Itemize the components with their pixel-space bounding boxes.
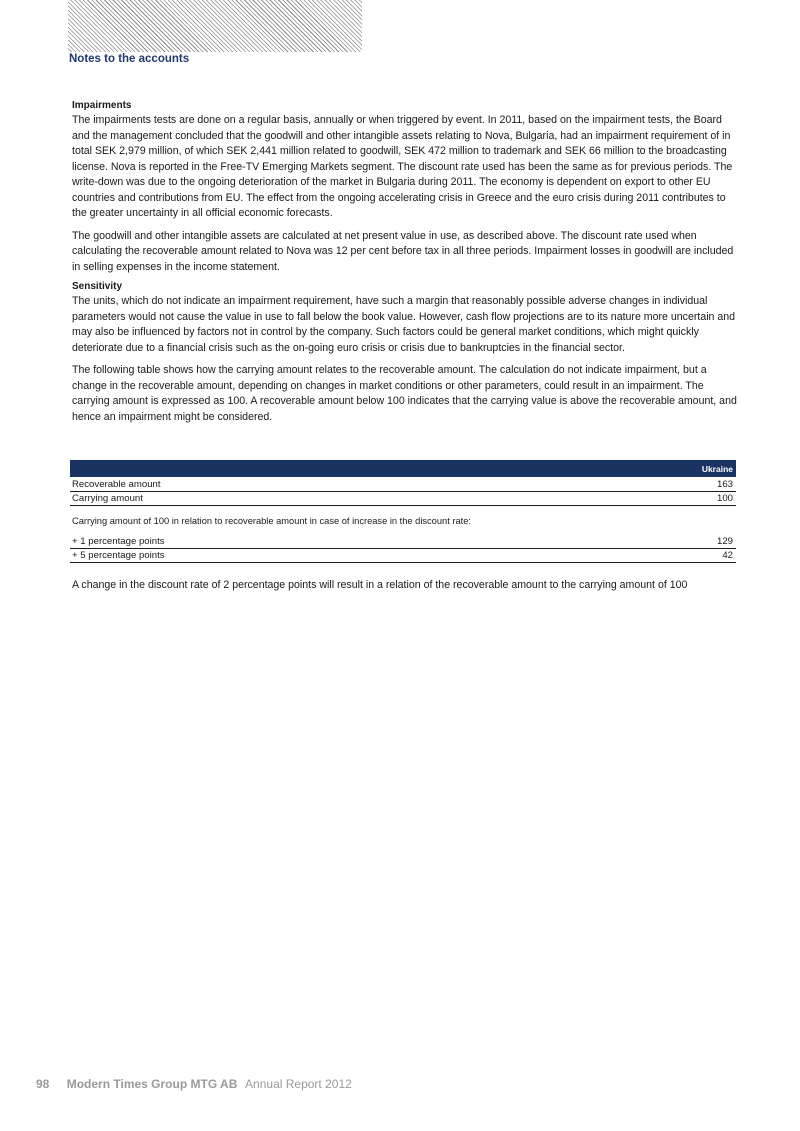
row-label: Recoverable amount [72, 479, 161, 490]
report-title: Annual Report 2012 [245, 1077, 352, 1091]
row-label: + 5 percentage points [72, 550, 165, 561]
row-value: 129 [716, 536, 733, 547]
table-note: Carrying amount of 100 in relation to recoverable amount in case of increase in the discount rate: [72, 516, 471, 526]
sensitivity-heading: Sensitivity [72, 281, 123, 292]
table-header-row [70, 460, 736, 477]
table-row [70, 492, 736, 506]
notes-body [72, 99, 738, 432]
impairments-heading: Impairments [72, 100, 132, 111]
impairments-paragraph-2: The goodwill and other intangible assets are calculated at net present value in use, as described above. The discount rate used when calculating the recoverable amount related to Nova was 12 per cent before tax in all three periods. Impairment losses in goodwill are included in selling expenses in the income statement. [72, 229, 734, 273]
company-name: Modern Times Group MTG AB [66, 1077, 238, 1091]
page-number: 98 [36, 1077, 50, 1091]
sensitivity-paragraph-1: The units, which do not indicate an impairment requirement, have such a margin that reasonably possible adverse changes in individual parameters would not cause the value in use to fall below the book value. However, cash flow projections are to its nature more uncertain and may also be influenced by factors not in control by the company. Such factors could be general market conditions, which might quickly deteriorate due to a financial crisis such as the on-going euro crisis or crisis due to bankruptcies in the financial sector. [72, 295, 736, 354]
impairments-paragraph-1: The impairments tests are done on a regular basis, annually or when triggered by event. In 2011, based on the impairment tests, the Board and the management concluded that the goodwill and other intangible assets relating to Nova, Bulgaria, had an impairment requirement of in total SEK 2,979 million, of which SEK 2,441 million related to goodwill, SEK 472 million to trademark and SEK 66 million to the broadcasting license. Nova is reported in the Free-TV Emerging Markets segment. The discount rate used has been the same as for previous periods. The write-down was due to the ongoing deterioration of the market in Bulgaria during 2011. The economy is dependent on export to other EU countries and contributions from EU. The effect from the ongoing accelerating crisis in Greece and the euro crisis during 2011 contributes to the greater uncertainty in all official economic forecasts. [72, 114, 733, 219]
table-row [70, 549, 736, 563]
row-value: 100 [716, 493, 733, 504]
table-row [70, 477, 736, 492]
row-label: Carrying amount [72, 493, 143, 504]
table-row [70, 535, 736, 549]
header-hatch-pattern [68, 0, 362, 52]
closing-text: A change in the discount rate of 2 percentage points will result in a relation of the recoverable amount to the carrying amount of 100 [72, 579, 688, 591]
row-value: 163 [716, 479, 733, 490]
page-footer [36, 1077, 352, 1091]
row-label: + 1 percentage points [72, 536, 165, 547]
row-value: 42 [722, 550, 733, 561]
sensitivity-table [70, 460, 736, 563]
sensitivity-paragraph-2: The following table shows how the carrying amount relates to the recoverable amount. The calculation do not indicate impairment, but a change in the recoverable amount, depending on changes in market conditions or other parameters, could result in an impairment. The carrying amount is expressed as 100. A recoverable amount below 100 indicates that the carrying value is above the recoverable amount, and hence an impairment might be considered. [72, 364, 737, 423]
section-title: Notes to the accounts [69, 53, 190, 65]
column-header-ukraine: Ukraine [701, 464, 733, 474]
